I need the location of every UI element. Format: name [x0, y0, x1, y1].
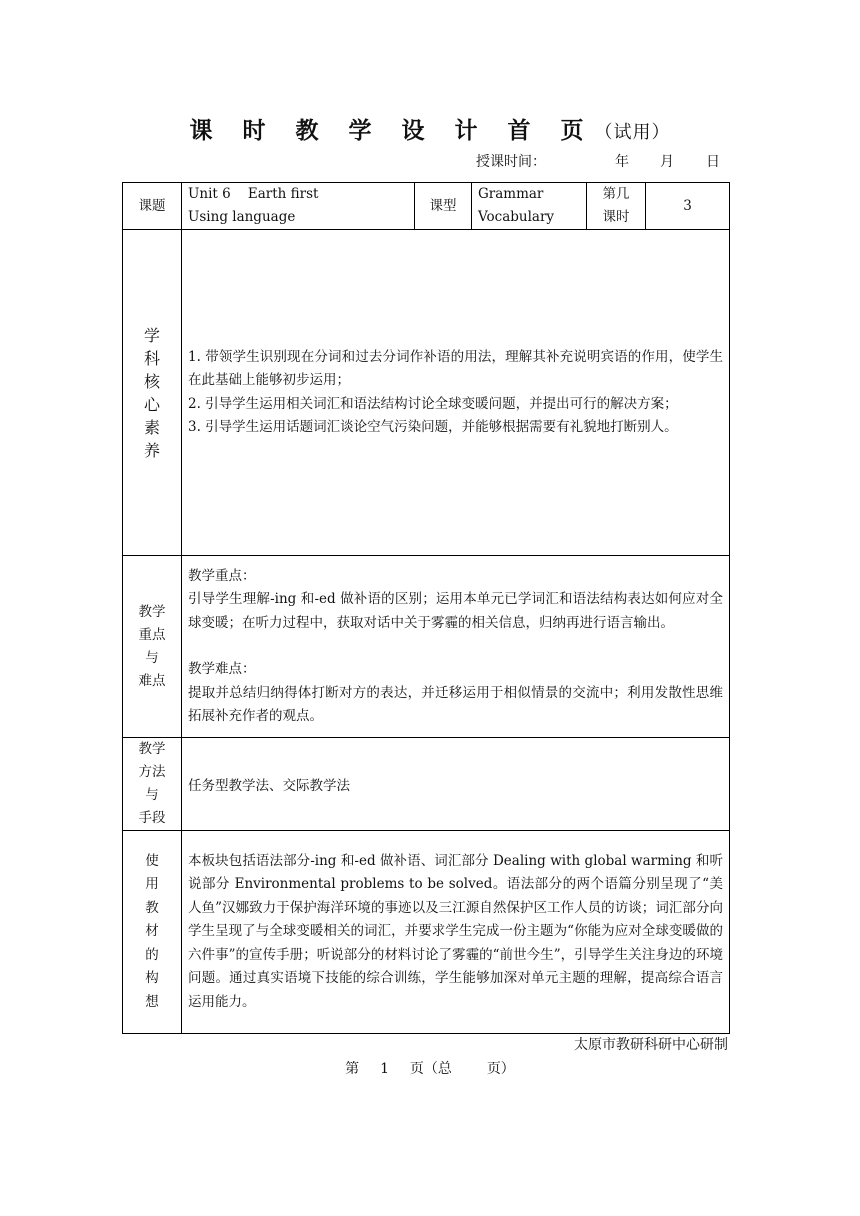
keypoints-content	[182, 556, 730, 738]
footer-organization: 太原市教研科研中心研制	[574, 1037, 728, 1053]
keypoints-label	[123, 556, 182, 738]
lesson-type-line: Grammar	[478, 186, 544, 202]
topic-value	[182, 183, 415, 230]
label-char: 想	[145, 993, 159, 1010]
lesson-type-value	[472, 183, 587, 230]
label-char: 的	[145, 946, 159, 963]
label-char: 材	[145, 923, 159, 940]
label-line: 方法	[138, 764, 166, 780]
methods-label	[123, 738, 182, 831]
methods-text: 任务型教学法、交际教学法	[188, 778, 350, 794]
period-label-line: 课时	[602, 209, 630, 225]
label-line: 手段	[138, 810, 166, 826]
date-month-label: 月	[660, 154, 674, 170]
page-title	[0, 112, 860, 145]
table-row	[123, 831, 730, 1034]
period-value: 3	[646, 183, 730, 230]
difficulty-text: 提取并总结归纳得体打断对方的表达，并迁移运用于相似情景的交流中；利用发散性思维拓展补充作者的观点。	[188, 684, 723, 724]
label-char: 学	[143, 325, 160, 345]
lesson-design-table	[122, 182, 730, 1034]
lesson-type-label: 课型	[415, 183, 472, 230]
date-day-label: 日	[706, 154, 720, 170]
label-char: 养	[143, 440, 160, 460]
date-label: 授课时间：	[476, 154, 546, 170]
difficulty-heading: 教学难点：	[188, 661, 256, 677]
label-char: 心	[143, 394, 160, 414]
materials-text: 本板块包括语法部分-ing 和-ed 做补语、词汇部分 Dealing with global warming 和听说部分 Environmental problems to be solved。语法部分的两个语篇分别呈现了“美人鱼”汉娜致力于保护海洋环境的事迹以及三江源自然保护区工作人员的访谈；词汇部分向学生呈现了与全球变暖相关的词汇，并要求学生完成一份主题为“你能为应对全球变暖做的六件事”的宣传手册；听说部分的材料讨论了雾霾的“前世今生”，引导学生关注身边的环境问题。通过真实语境下技能的综合训练，学生能够加深对单元主题的理解，提高综合语言运用能力。	[188, 852, 723, 1010]
label-line: 教学	[138, 603, 166, 620]
core-competency-content	[182, 230, 730, 556]
focus-text: 引导学生理解-ing 和-ed 做补语的区别；运用本单元已学词汇和语法结构表达如何应对全球变暖；在听力过程中，获取对话中关于雾霾的相关信息，归纳再进行语言输出。	[188, 591, 723, 631]
table-row	[123, 556, 730, 738]
focus-heading: 教学重点：	[188, 567, 256, 584]
methods-content	[182, 738, 730, 831]
label-char: 教	[145, 899, 159, 916]
table-row	[123, 738, 730, 831]
label-char: 构	[145, 970, 159, 987]
label-line: 与	[145, 649, 159, 666]
page-total-suffix: 页）	[486, 1061, 515, 1077]
competency-item: 3. 引导学生运用话题词汇谈论空气污染问题，并能够根据需要有礼貌地打断别人。	[188, 419, 678, 435]
competency-item: 1. 带领学生识别现在分词和过去分词作补语的用法，理解其补充说明宾语的作用，使学生在此基础上能够初步运用；	[188, 348, 723, 388]
competency-item: 2. 引导学生运用相关词汇和语法结构讨论全球变暖问题，并提出可行的解决方案；	[188, 395, 678, 412]
title-main: 课 时 教 学 设 计 首 页	[189, 117, 595, 144]
label-char: 用	[145, 876, 159, 893]
label-line: 教学	[138, 741, 166, 757]
topic-label: 课题	[123, 183, 182, 230]
page-total-prefix: 页（总	[409, 1061, 452, 1077]
period-label-line: 第几	[602, 186, 630, 202]
label-line: 重点	[138, 626, 166, 643]
date-year-label: 年	[615, 154, 629, 170]
materials-label	[123, 831, 182, 1034]
label-line: 与	[145, 787, 159, 803]
table-row	[123, 183, 730, 230]
label-char: 核	[143, 371, 160, 391]
label-char: 科	[143, 348, 160, 368]
page-prefix: 第	[345, 1061, 360, 1077]
period-label	[587, 183, 646, 230]
topic-line: Using language	[188, 209, 296, 225]
page-number	[0, 1058, 860, 1078]
page-current: 1	[380, 1061, 389, 1077]
label-char: 使	[145, 852, 159, 869]
label-char: 素	[143, 417, 160, 437]
title-trial-note: （试用）	[594, 122, 671, 143]
topic-line: Unit 6 Earth first	[188, 186, 319, 202]
core-competency-label	[123, 230, 182, 556]
label-line: 难点	[138, 672, 166, 689]
materials-content	[182, 831, 730, 1034]
lesson-type-line: Vocabulary	[478, 209, 555, 225]
table-row	[123, 230, 730, 556]
